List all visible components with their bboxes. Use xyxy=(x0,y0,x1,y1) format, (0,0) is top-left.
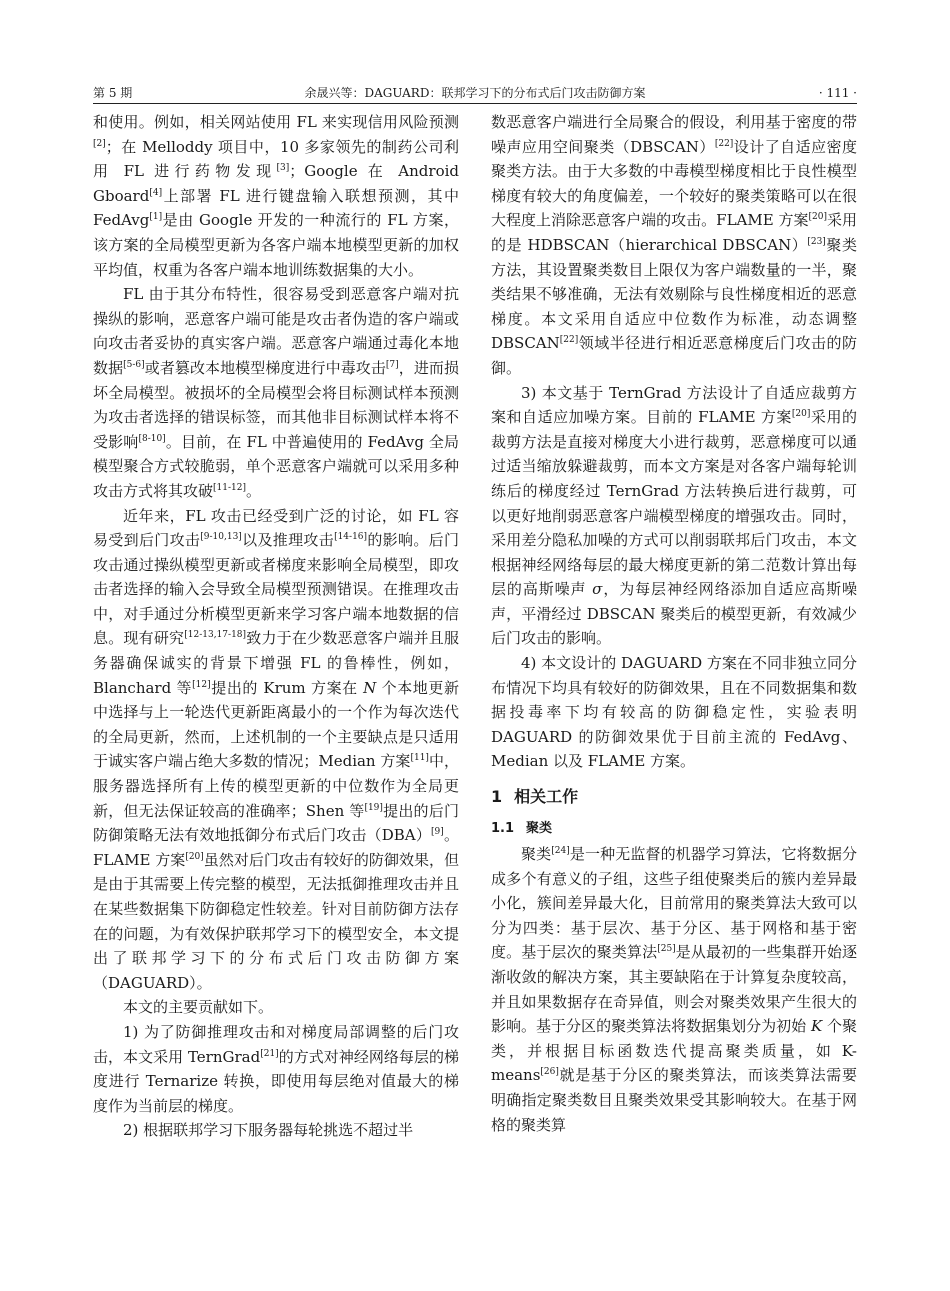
citation-ref: [4] xyxy=(149,187,163,198)
paragraph xyxy=(491,842,857,1137)
text-run: 数恶意客户端进行全局聚合的假设，利用基于密度的带噪声应用空间聚类（DBSCAN） xyxy=(491,113,857,156)
citation-ref: [22] xyxy=(714,138,734,149)
text-run: 虽然对后门攻击有较好的防御效果，但是由于其需要上传完整的模型，无法抵御推理攻击并且在某些数据集下防御稳定性较差。针对目前防御方法存在的问题，为有效保护联邦学习下的模型安全，本文提出了联邦学习下的分布式后门攻击防御方案（DAGUARD）。 xyxy=(93,850,459,992)
text-run: 。目前，在 FL 中普遍使用的 FedAvg 全局模型聚合方式较脆弱，单个恶意客户端就可以采用多种攻击方式将其攻破 xyxy=(93,432,459,500)
text-run: 2) 根据联邦学习下服务器每轮挑选不超过半 xyxy=(123,1121,414,1140)
citation-ref: [24] xyxy=(551,846,570,857)
page-header xyxy=(93,84,857,102)
citation-ref: [9] xyxy=(431,827,444,838)
text-run: 个本地更新中选择与上一轮迭代更新距离最小的一个作为每次迭代的全局更新，然而，上述机制的一个主要缺点是只适用于诚实客户端占绝大多数的情况；Median 方案 xyxy=(93,678,459,771)
text-run: 4) 本文设计的 DAGUARD 方案在不同非独立同分布情况下均具有较好的防御效果，且在不同数据集和数据投毒率下均有较高的防御稳定性，实验表明 DAGUARD 的防御效果优于目前主流的 FedAvg、Median 以及 FLAME 方案。 xyxy=(491,654,857,771)
text-run: 的方式对神经网络每层的梯度进行 Ternarize 转换，即使用每层绝对值最大的梯度作为当前层的梯度。 xyxy=(93,1047,459,1115)
citation-ref: [2] xyxy=(93,138,106,149)
citation-ref: [11] xyxy=(410,753,429,764)
text-run: ；Google 在 Android Gboard xyxy=(93,162,459,205)
text-run: 1) 为了防御推理攻击和对梯度局部调整的后门攻击，本文采用 TernGrad xyxy=(93,1022,459,1066)
text-run: 设计了自适应密度聚类方法。由于大多数的中毒模型梯度相比于良性模型梯度有较大的角度偏差，一个较好的聚类策略可以在很大程度上消除恶意客户端的攻击。FLAME 方案 xyxy=(491,137,857,230)
text-run: 采用的裁剪方法是直接对梯度大小进行裁剪，恶意梯度可以通过适当缩放躲避裁剪，而本文方案是对各客户端每轮训练后的梯度经过 TernGrad 方法转换后进行裁剪，可以更好地削弱恶意客户端模型梯度的增强攻击。同时，采用差分隐私加噪的方式可以削弱联邦后门攻击，本文根据神经网络每层的最大梯度更新的第二范数计算出每层的高斯噪声 xyxy=(491,408,857,599)
subsection-title-text: 聚类 xyxy=(526,821,553,837)
text-run: 。FLAME 方案 xyxy=(93,826,459,869)
citation-ref: [14-16] xyxy=(334,532,368,543)
paragraph xyxy=(491,110,857,381)
paragraph xyxy=(491,381,857,652)
citation-ref: [20] xyxy=(185,851,204,862)
text-run: 上部署 FL 进行键盘输入联想预测，其中 FedAvg xyxy=(93,186,459,230)
citation-ref: [8-10] xyxy=(138,433,166,444)
math-symbol: N xyxy=(363,678,377,697)
citation-ref: [20] xyxy=(791,409,811,420)
citation-ref: [25] xyxy=(657,944,676,955)
citation-ref: [26] xyxy=(540,1067,559,1078)
citation-ref: [5-6] xyxy=(123,359,145,370)
math-symbol: K xyxy=(810,1017,823,1036)
text-run: ；在 Melloddy 项目中，10 多家领先的制药公司利用 FL 进行药物发现 xyxy=(93,137,459,181)
text-run: 聚类 xyxy=(521,845,552,864)
text-run: 和使用。例如，相关网站使用 FL 来实现信用风险预测 xyxy=(93,113,459,131)
citation-ref: [19] xyxy=(364,802,383,813)
text-run: 致力于在少数恶意客户端并且服务器确保诚实的背景下增强 FL 的鲁棒性，例如，Blanchard 等 xyxy=(93,629,459,697)
text-run: ，为每层神经网络添加自适应高斯噪声，平滑经过 DBSCAN 聚类后的模型更新，有效减少后门攻击的影响。 xyxy=(491,580,857,648)
page-number: · 111 · xyxy=(818,86,857,100)
right-column xyxy=(491,110,857,1137)
subsection-heading xyxy=(491,818,857,840)
paragraph xyxy=(93,282,459,503)
citation-ref: [22] xyxy=(559,335,579,346)
text-run: 采用的是 HDBSCAN（hierarchical DBSCAN） xyxy=(491,211,857,254)
left-column xyxy=(93,110,459,1143)
text-run: 3) 本文基于 TernGrad 方法设计了自适应裁剪方案和自适应加噪方案。目前的 FLAME 方案 xyxy=(491,383,857,427)
text-run: FL 由于其分布特性，很容易受到恶意客户端对抗操纵的影响，恶意客户端可能是攻击者伪造的客户端或向攻击者妥协的真实客户端。恶意客户端通过毒化本地数据 xyxy=(93,285,459,377)
section-heading xyxy=(491,782,857,812)
citation-ref: [23] xyxy=(807,236,826,247)
paragraph xyxy=(93,1118,459,1143)
text-run: 个聚类，并根据目标函数迭代提高聚类质量，如 K-means xyxy=(491,1017,857,1085)
text-run: 是从最初的一些集群开始逐渐收敛的解决方案，其主要缺陷在于计算复杂度较高，并且如果数据存在奇异值，则会对聚类效果产生很大的影响。基于分区的聚类算法将数据集划分为初始 xyxy=(491,943,857,1036)
text-run: 是由 Google 开发的一种流行的 FL 方案，该方案的全局模型更新为各客户端本地模型更新的加权平均值，权重为各客户端本地训练数据集的大小。 xyxy=(93,211,459,279)
left-paragraphs xyxy=(93,110,459,1143)
citation-ref: [3] xyxy=(276,163,290,174)
text-run: 近年来，FL 攻击已经受到广泛的讨论，如 FL 容易受到后门攻击 xyxy=(93,506,459,550)
paragraph xyxy=(93,110,459,282)
section-number: 1 xyxy=(491,787,503,807)
header-rule xyxy=(93,103,857,104)
text-run: 提出的 Krum 方案在 xyxy=(210,678,364,697)
text-run: 的影响。后门攻击通过操纵模型更新或者梯度来影响全局模型，即攻击者选择的输入会导致全局模型预测错误。在推理攻击中，对手通过分析模型更新来学习客户端本地数据的信息。现有研究 xyxy=(93,531,459,648)
citation-ref: [7] xyxy=(385,359,399,370)
citation-ref: [20] xyxy=(808,212,827,223)
text-run: 本文的主要贡献如下。 xyxy=(123,998,274,1017)
text-run: 就是基于分区的聚类算法，而该类算法需要明确指定聚类数目且聚类效果受其影响较大。在基于网格的聚类算 xyxy=(491,1066,857,1134)
right-paragraphs-bottom xyxy=(491,842,857,1137)
running-title: 余晟兴等：DAGUARD：联邦学习下的分布式后门攻击防御方案 xyxy=(304,86,646,100)
text-run: 中，服务器选择所有上传的模型更新的中位数作为全局更新，但无法保证较高的准确率；Shen 等 xyxy=(93,752,459,820)
paragraph xyxy=(491,651,857,774)
text-run: 。 xyxy=(245,481,261,500)
citation-ref: [11-12] xyxy=(213,482,246,493)
text-run: 以及推理攻击 xyxy=(241,531,335,550)
text-run: 是一种无监督的机器学习算法，它将数据分成多个有意义的子组，这些子组使聚类后的簇内差异最小化，簇间差异最大化，目前常用的聚类算法大致可以分为四类：基于层次、基于分区、基于网格和基于密度。基于层次的聚类算法 xyxy=(491,845,857,962)
text-run: 提出的后门防御策略无法有效地抵御分布式后门攻击（DBA） xyxy=(93,801,459,845)
text-run: 或者篡改本地模型梯度进行中毒攻击 xyxy=(144,358,386,377)
citation-ref: [21] xyxy=(260,1048,279,1059)
paragraph xyxy=(93,504,459,996)
right-paragraphs-top xyxy=(491,110,857,774)
text-run: 聚类方法，其设置聚类数目上限仅为客户端数量的一半，聚类结果不够准确，无法有效剔除与良性梯度相近的恶意梯度。本文采用自适应中位数作为标准，动态调整 DBSCAN xyxy=(491,235,857,353)
citation-ref: [1] xyxy=(149,212,163,223)
paragraph xyxy=(93,1020,459,1118)
math-symbol: σ xyxy=(592,580,603,599)
citation-ref: [12] xyxy=(192,679,211,690)
section-title-text: 相关工作 xyxy=(514,787,579,807)
issue-number: 第 5 期 xyxy=(93,86,133,100)
subsection-number: 1.1 xyxy=(491,821,515,837)
paragraph xyxy=(93,995,459,1020)
text-run: 领域半径进行相近恶意梯度后门攻击的防御。 xyxy=(491,334,857,377)
citation-ref: [9-10,13] xyxy=(200,532,242,543)
text-run: ，进而损坏全局模型。被损坏的全局模型会将目标测试样本预测为攻击者选择的错误标签，而其他非目标测试样本将不受影响 xyxy=(93,358,459,451)
citation-ref: [12-13,17-18] xyxy=(184,630,247,641)
